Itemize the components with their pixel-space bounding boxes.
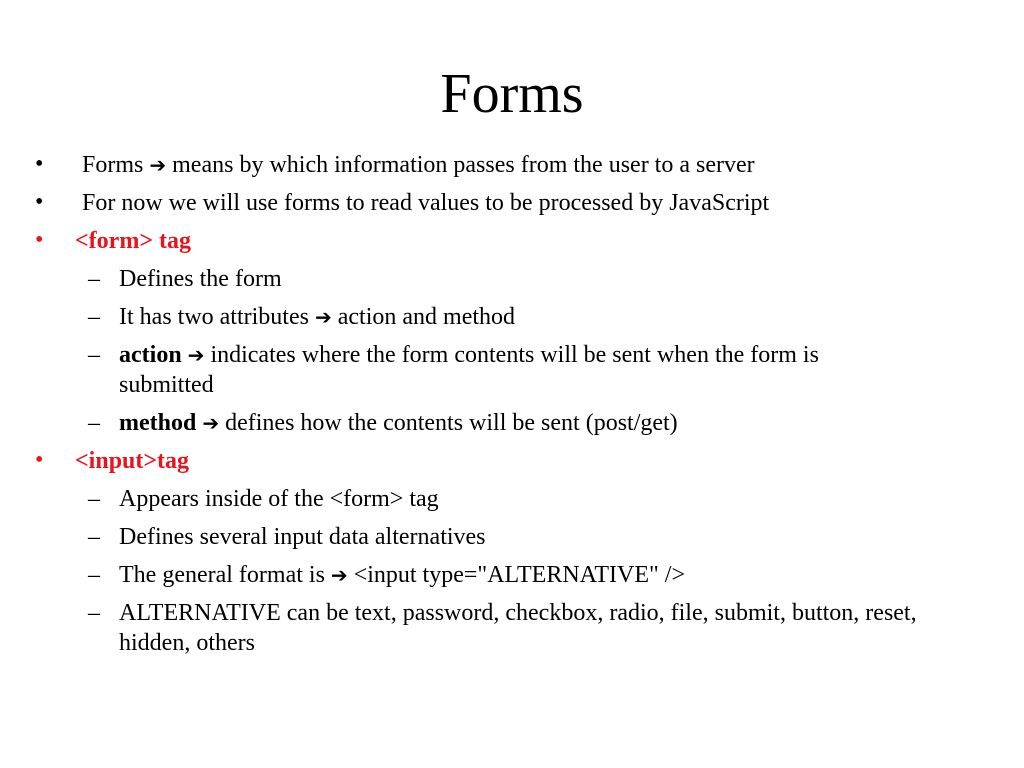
bullet-forms-definition [0, 146, 1024, 184]
sub-bullet-alternative [0, 594, 1024, 662]
bullet-marker: • [35, 447, 44, 473]
dash-marker: – [88, 266, 100, 292]
arrow-right-icon: ➔ [202, 411, 220, 435]
sub-bullet-text [119, 408, 919, 438]
definition: means by which information passes from the user to a server [172, 152, 755, 178]
bullet-text: <input>tag [75, 448, 190, 474]
dash-marker: – [88, 486, 100, 512]
lead-text: It has two attributes [119, 304, 309, 330]
bullet-marker: • [35, 151, 44, 177]
bullet-text: <form> tag [75, 228, 191, 254]
arrow-right-icon: ➔ [149, 153, 167, 177]
sub-bullet-text: ALTERNATIVE can be text, password, checkbox, radio, file, submit, button, reset, hidden, others [119, 600, 917, 656]
trail-text: <input type="ALTERNATIVE" /> [353, 562, 685, 588]
sub-bullet-text [119, 560, 919, 590]
arrow-right-icon: ➔ [187, 343, 205, 367]
arrow-right-icon: ➔ [314, 305, 332, 329]
dash-marker: – [88, 600, 100, 626]
sub-bullet-text: Defines several input data alternatives [119, 524, 486, 550]
lead-text: The general format is [119, 562, 325, 588]
sub-bullet-text: Defines the form [119, 266, 282, 292]
definition: defines how the contents will be sent (post/get) [225, 410, 678, 436]
dash-marker: – [88, 410, 100, 436]
slide-title: Forms [440, 63, 584, 125]
sub-bullet-text [119, 302, 919, 332]
dash-marker: – [88, 524, 100, 550]
sub-bullet-action [0, 336, 1024, 404]
sub-bullet-method [0, 404, 1024, 442]
sub-bullet-defines-several [0, 518, 1024, 556]
bullet-text [82, 150, 962, 180]
bullet-text: For now we will use forms to read values to be processed by JavaScript [82, 190, 770, 216]
dash-marker: – [88, 342, 100, 368]
slide-body [0, 146, 1024, 662]
dash-marker: – [88, 562, 100, 588]
sub-bullet-text [119, 340, 879, 400]
bullet-form-tag [0, 222, 1024, 260]
dash-marker: – [88, 304, 100, 330]
trail-text: action and method [337, 304, 516, 330]
term: Forms [82, 152, 144, 178]
sub-bullet-appears-inside [0, 480, 1024, 518]
bullet-for-now [0, 184, 1024, 222]
sub-bullet-general-format [0, 556, 1024, 594]
bullet-marker: • [35, 189, 44, 215]
definition: indicates where the form contents will be sent when the form is submitted [119, 342, 819, 398]
sub-bullet-two-attributes [0, 298, 1024, 336]
sub-bullet-defines-form [0, 260, 1024, 298]
bullet-input-tag [0, 442, 1024, 480]
term: method [119, 410, 197, 436]
term: action [119, 342, 182, 368]
bullet-marker: • [35, 227, 44, 253]
sub-bullet-text: Appears inside of the <form> tag [119, 486, 439, 512]
arrow-right-icon: ➔ [330, 563, 348, 587]
